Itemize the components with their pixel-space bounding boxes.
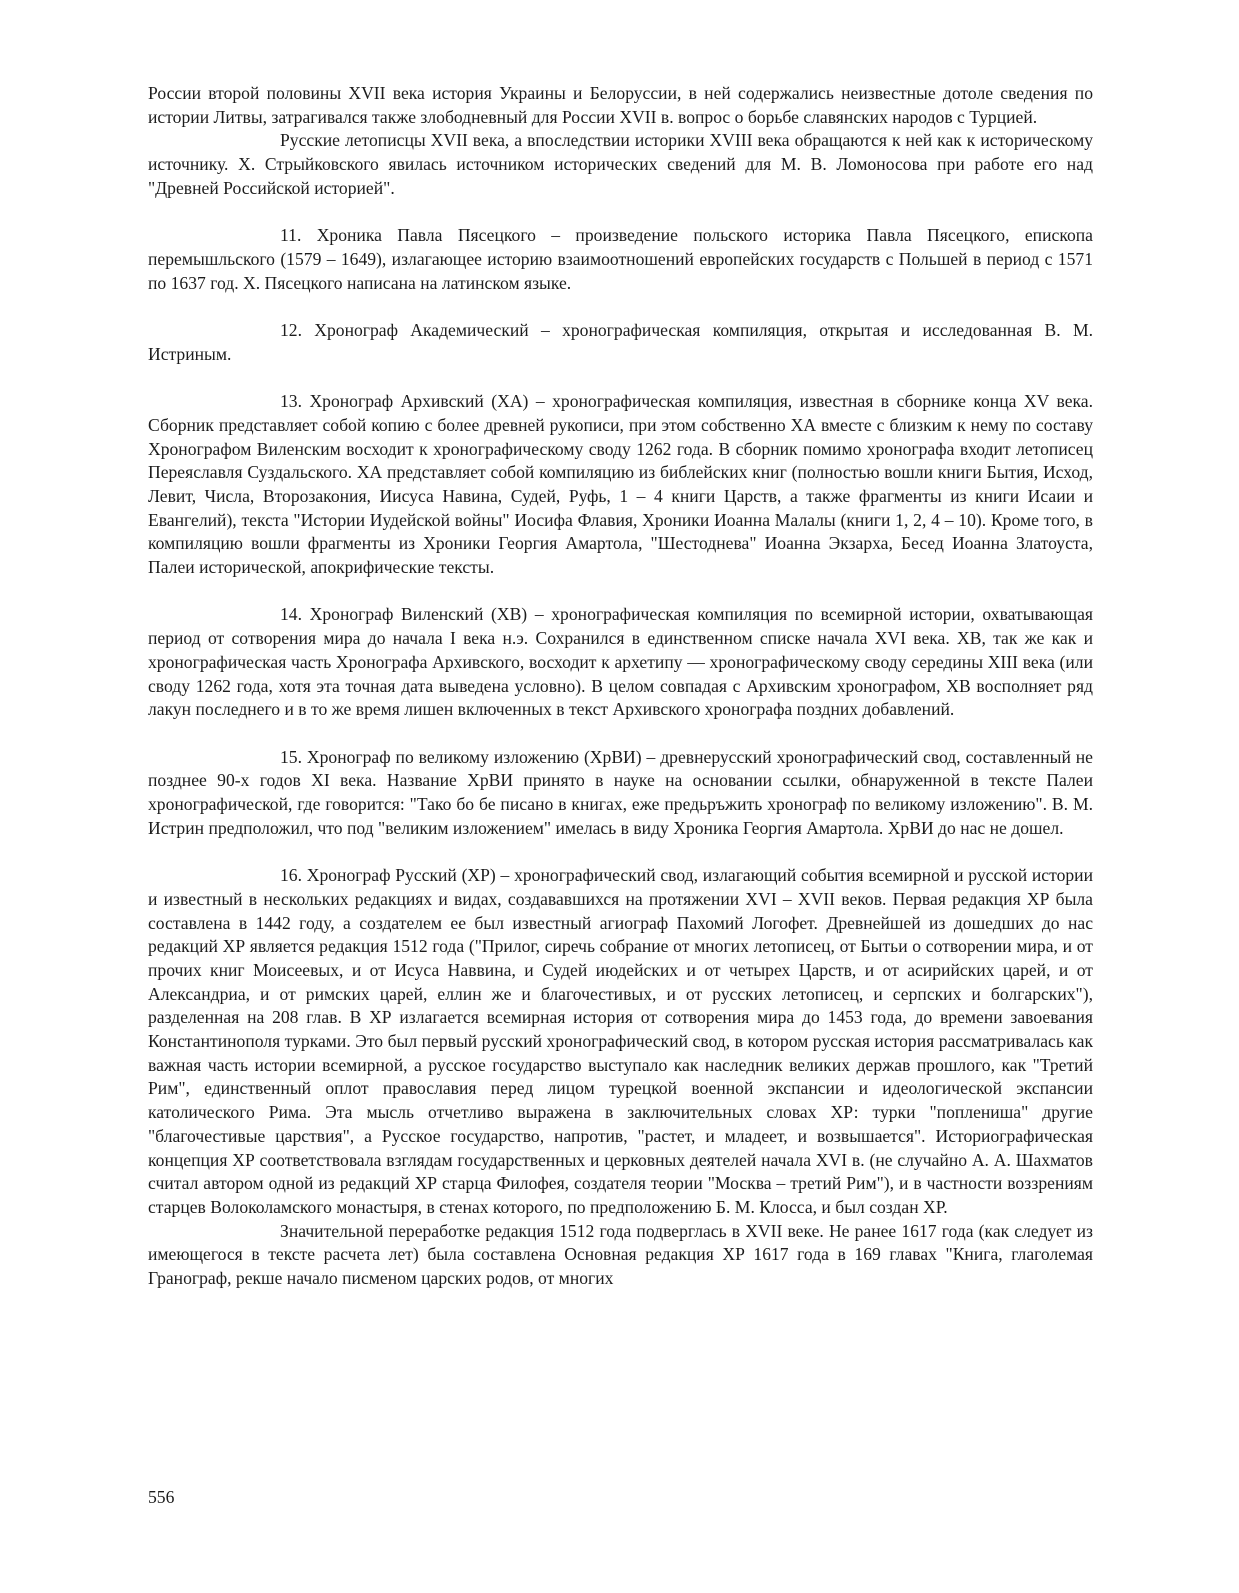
paragraph-item-13: 13. Хронограф Архивский (ХА) – хронографическая компиляция, известная в сборнике конца XV века. Сборник представляет собой копию с более древней рукописи, при этом собственно ХА вместе с близким к нему по составу Хронографом Виленским восходит к хронографическому своду 1262 года. В сборник помимо хронографа входит летописец Переяславля Суздальского. ХА представляет собой компиляцию из библейских книг (полностью вошли книги Бытия, Исход, Левит, Числа, Второзакония, Иисуса Навина, Судей, Руфь, 1 – 4 книги Царств, а также фрагменты из книги Исаии и Евангелий), текста "Истории Иудейской войны" Иосифа Флавия, Хроники Иоанна Малалы (книги 1, 2, 4 – 10). Кроме того, в компиляцию вошли фрагменты из Хроники Георгия Амартола, "Шестоднева" Иоанна Экзарха, Бесед Иоанна Златоуста, Палеи исторической, апокрифические тексты.	[148, 391, 1093, 578]
paragraph-item-11: 11. Хроника Павла Пясецкого – произведение польского историка Павла Пясецкого, епископа перемышльского (1579 – 1649), излагающее историю взаимоотношений европейских государств с Польшей в период с 1571 по 1637 год. Х. Пясецкого написана на латинском языке.	[148, 225, 1093, 293]
paragraph-item-14: 14. Хронограф Виленский (ХВ) – хронографическая компиляция по всемирной истории, охватывающая период от сотворения мира до начала I века н.э. Сохранился в единственном списке начала XVI века. ХВ, так же как и хронографическая часть Хронографа Архивского, восходит к архетипу — хронографическому своду середины XIII века (или своду 1262 года, хотя эта точная дата выведена условно). В целом совпадая с Архивским хронографом, ХВ восполняет ряд лакун последнего и в то же время лишен включенных в текст Архивского хронографа поздних добавлений.	[148, 604, 1093, 720]
paragraph-continuation: России второй половины XVII века история Украины и Белоруссии, в ней содержались неизвестные дотоле сведения по истории Литвы, затрагивался также злободневный для России XVII в. вопрос о борьбе славянских народов с Турцией.	[148, 83, 1093, 127]
paragraph-item-16: 16. Хронограф Русский (ХР) – хронографический свод, излагающий события всемирной и русской истории и известный в нескольких редакциях и видах, создававшихся на протяжении XVI – XVII веков. Первая редакция ХР была составлена в 1442 году, а создателем ее был известный агиограф Пахомий Логофет. Древнейшей из дошедших до нас редакций ХР является редакция 1512 года ("Прилог, сиречь собрание от многих летописец, от Бытьи о сотворении мира, и от прочих книг Моисеевых, и от Исуса Наввина, и Судей июдейских и от четырех Царств, и от асирийских царей, и от Александриа, и от римских царей, еллин же и благочестивых, и от русских летописец, и серпских и болгарских"), разделенная на 208 глав. В ХР излагается всемирная история от сотворения мира до 1453 года, до времени завоевания Константинополя турками. Это был первый русский хронографический свод, в котором русская история рассматривалась как важная часть истории всемирной, а русское государство выступало как наследник великих держав прошлого, как "Третий Рим", единственный оплот православия перед лицом турецкой военной экспансии и идеологической экспансии католического Рима. Эта мысль отчетливо выражена в заключительных словах ХР: турки "поплениша" другие "благочестивые царствия", а Русское государство, напротив, "растет, и младеет, и возвышается". Историографическая концепция ХР соответствовала взглядам государственных и церковных деятелей начала XVI в. (не случайно А. А. Шахматов считал автором одной из редакций ХР старца Филофея, создателя теории "Москва – третий Рим"), и в частности воззрениям старцев Волоколамского монастыря, в стенах которого, по предположению Б. М. Клосса, и был создан ХР.	[148, 865, 1093, 1217]
page-number: 556	[148, 1487, 175, 1507]
paragraph-item-15: 15. Хронограф по великому изложению (ХрВИ) – древнерусский хронографический свод, составленный не позднее 90-х годов XI века. Название ХрВИ принято в науке на основании ссылки, обнаруженной в тексте Палеи хронографической, где говорится: "Тако бо бе писано в книгах, еже предьръжить хронограф по великому изложению". В. М. Истрин предположил, что под "великим изложением" имелась в виду Хроника Георгия Амартола. ХрВИ до нас не дошел.	[148, 746, 1093, 838]
paragraph-item-12: 12. Хронограф Академический – хронографическая компиляция, открытая и исследованная В. М. Истриным.	[148, 320, 1093, 364]
paragraph-revision-1617: Значительной переработке редакция 1512 года подверглась в XVII веке. Не ранее 1617 года (как следует из имеющегося в тексте расчета лет) была составлена Основная редакция ХР 1617 года в 169 главах "Книга, глаголемая Гранограф, рекше начало писменом царских родов, от многих	[148, 1220, 1093, 1289]
paragraph-chroniclers: Русские летописцы XVII века, а впоследствии историки XVIII века обращаются к ней как к историческому источнику. Х. Стрыйковского явилась источником исторических сведений для М. В. Ломоносова при работе его над "Древней Российской историей".	[148, 130, 1093, 198]
document-page	[148, 82, 1093, 1291]
